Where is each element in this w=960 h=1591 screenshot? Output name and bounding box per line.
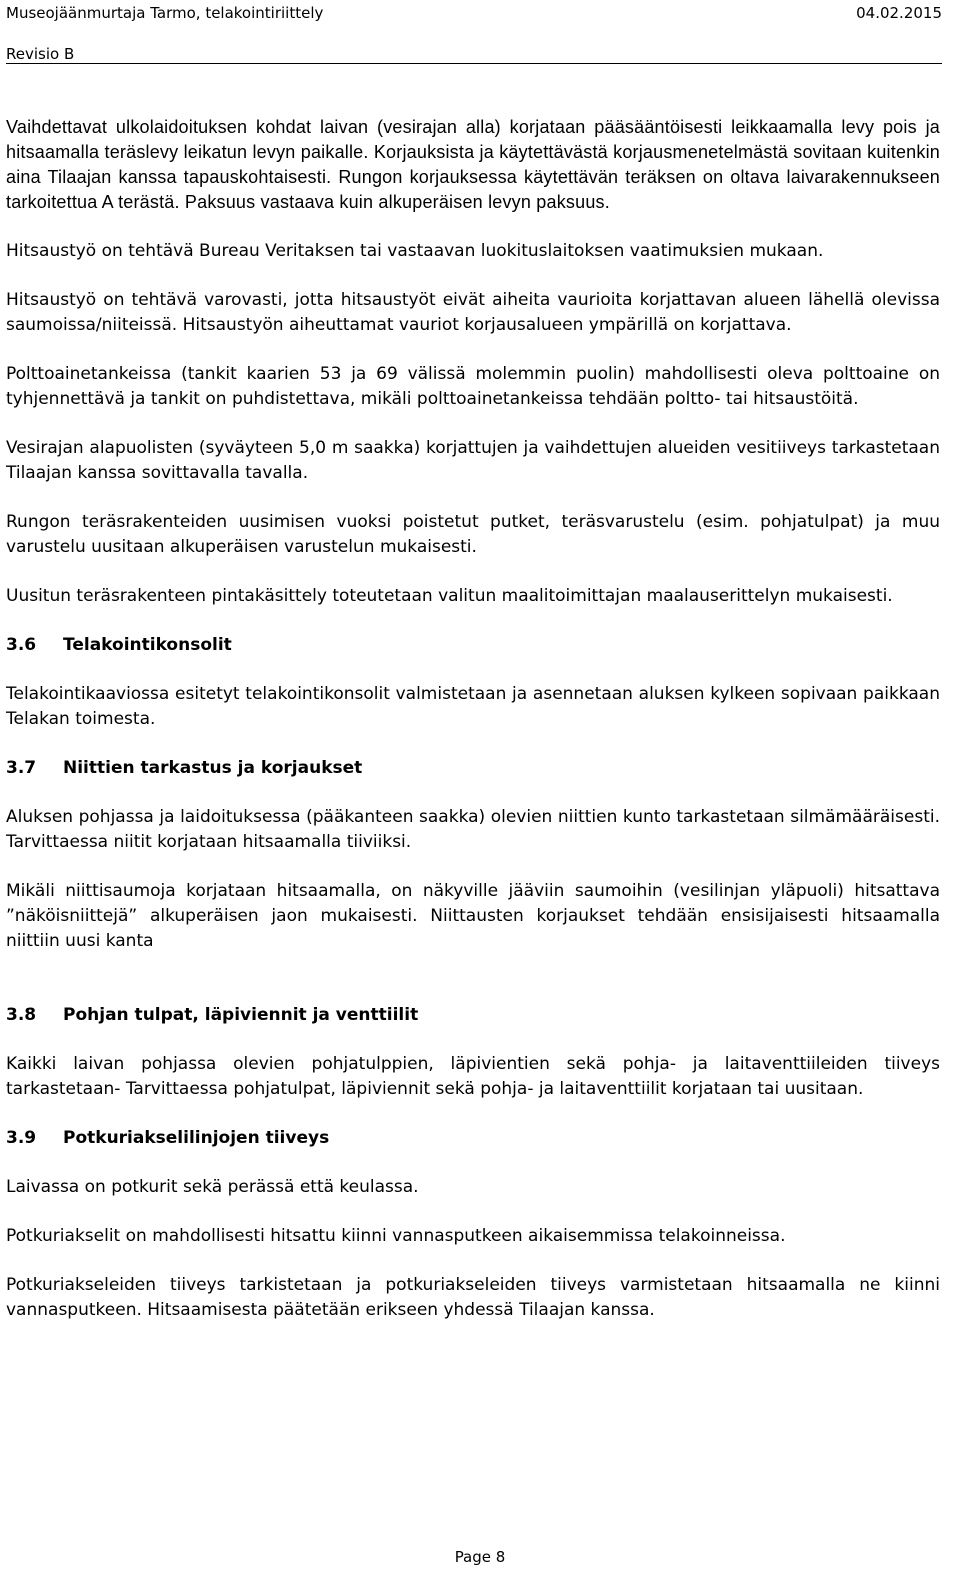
page-number: Page 8 <box>454 1548 506 1566</box>
paragraph-shaft-sealing: Potkuriakseleiden tiiveys tarkistetaan ja potkuriakseleiden tiiveys varmistetaan hitsaamalla ne kiinni vannasputkeen. Hitsaamisesta päätetään erikseen yhdessä Tilaajan kanssa. <box>6 1275 940 1320</box>
spacer <box>6 978 940 1003</box>
paragraph-propeller-shafts: Potkuriakselit on mahdollisesti hitsattu kiinni vannasputkeen aikaisemmissa telakoinneissa. <box>6 1226 786 1246</box>
paragraph-propellers: Laivassa on potkurit sekä perässä että keulassa. <box>6 1177 419 1197</box>
page-header <box>6 0 942 64</box>
section-heading-3-7 <box>6 756 940 781</box>
paragraph-plating-replacement: Vaihdettavat ulkolaidoituksen kohdat laivan (vesirajan alla) korjataan pääsääntöisesti leikkaamalla levy pois ja hitsaamalla teräslevy leikatun levyn paikalle. Korjauksista ja käytettävästä korjausmenetelmästä sovitaan kuitenkin aina Tilaajan kanssa tapauskohtaisesti. Rungon korjauksessa käytettävän teräksen on oltava laivarakennukseen tarkoitettua A terästä. Paksuus vastaava kuin alkuperäisen levyn paksuus. <box>6 117 940 212</box>
document-date: 04.02.2015 <box>856 4 942 22</box>
section-title: Telakointikonsolit <box>63 635 232 655</box>
document-title: Museojäänmurtaja Tarmo, telakointiriittely <box>6 4 324 22</box>
page-footer <box>0 1548 960 1566</box>
section-title: Pohjan tulpat, läpiviennit ja venttiilit <box>63 1005 419 1025</box>
section-number: 3.8 <box>6 1005 37 1025</box>
section-heading-3-9 <box>6 1126 940 1151</box>
section-number: 3.9 <box>6 1128 37 1148</box>
document-body <box>6 115 940 1347</box>
paragraph-surface-treatment: Uusitun teräsrakenteen pintakäsittely toteutetaan valitun maalitoimittajan maalauserittelyn mukaisesti. <box>6 586 893 606</box>
paragraph-welding-requirements: Hitsaustyö on tehtävä Bureau Veritaksen tai vastaavan luokituslaitoksen vaatimuksien mukaan. <box>6 241 824 261</box>
section-title: Potkuriakselilinjojen tiiveys <box>63 1128 330 1148</box>
paragraph-rivet-repair: Mikäli niittisaumoja korjataan hitsaamalla, on näkyville jääviin saumoihin (vesilinjan yläpuoli) hitsattava ”näköisniittejä” alkuperäisen jaon mukaisesti. Niittausten korjaukset tehdään ensisijaisesti hitsaamalla niittiin uusi kanta <box>6 881 940 951</box>
paragraph-rivet-inspection: Aluksen pohjassa ja laidoituksessa (pääkanteen saakka) olevien niittien kunto tarkastetaan silmämääräisesti. Tarvittaessa niitit korjataan hitsaamalla tiiviiksi. <box>6 807 940 852</box>
paragraph-watertightness: Vesirajan alapuolisten (syväyteen 5,0 m saakka) korjattujen ja vaihdettujen alueiden vesitiiveys tarkastetaan Tilaajan kanssa sovittavalla tavalla. <box>6 438 940 483</box>
section-title: Niittien tarkastus ja korjaukset <box>63 758 363 778</box>
paragraph-docking-consoles: Telakointikaaviossa esitetyt telakointikonsolit valmistetaan ja asennetaan aluksen kylkeen sopivaan paikkaan Telakan toimesta. <box>6 684 940 729</box>
paragraph-welding-care: Hitsaustyö on tehtävä varovasti, jotta hitsaustyöt eivät aiheita vaurioita korjattavan alueen lähellä olevissa saumoissa/niiteissä. Hitsaustyön aiheuttamat vauriot korjausalueen ympärillä on korjattava. <box>6 290 940 335</box>
header-divider <box>6 63 942 64</box>
section-number: 3.6 <box>6 635 37 655</box>
document-revision: Revisio B <box>6 45 75 63</box>
paragraph-bottom-plugs: Kaikki laivan pohjassa olevien pohjatulppien, läpivientien sekä pohja- ja laitaventtiileiden tiiveys tarkastetaan- Tarvittaessa pohjatulpat, läpiviennit sekä pohja- ja laitaventtiilit korjataan tai uusitaan. <box>6 1054 940 1099</box>
section-heading-3-6 <box>6 633 940 658</box>
section-number: 3.7 <box>6 758 37 778</box>
paragraph-fuel-tanks: Polttoainetankeissa (tankit kaarien 53 ja 69 välissä molemmin puolin) mahdollisesti oleva polttoaine on tyhjennettävä ja tankit on puhdistettava, mikäli polttoainetankeissa tehdään poltto- tai hitsaustöitä. <box>6 364 940 409</box>
paragraph-equipment-renewal: Rungon teräsrakenteiden uusimisen vuoksi poistetut putket, teräsvarustelu (esim. pohjatulpat) ja muu varustelu uusitaan alkuperäisen varustelun mukaisesti. <box>6 512 940 557</box>
section-heading-3-8 <box>6 1003 940 1028</box>
